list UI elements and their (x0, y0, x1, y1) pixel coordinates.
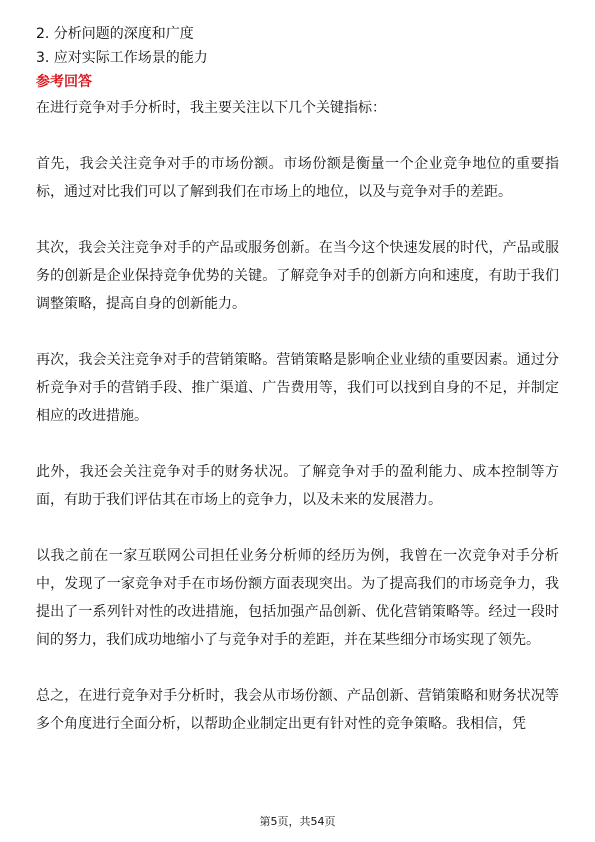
paragraph-finance: 此外，我还会关注竞争对手的财务状况。了解竞争对手的盈利能力、成本控制等方面，有助于我们评估其在市场上的竞争力，以及未来的发展潜力。 (36, 464, 559, 508)
answer-intro: 在进行竞争对手分析时，我主要关注以下几个关键指标： (36, 100, 386, 116)
criteria-item-2: 2. 分析问题的深度和广度 (36, 26, 194, 42)
paragraph-innovation: 其次，我会关注竞争对手的产品或服务创新。在当今这个快速发展的时代，产品或服务的创新是企业保持竞争优势的关键。了解竞争对手的创新方向和速度，有助于我们调整策略，提高自身的创新能力。 (36, 240, 559, 312)
paragraph-market-share: 首先，我会关注竞争对手的市场份额。市场份额是衡量一个企业竞争地位的重要指标，通过对比我们可以了解到我们在市场上的地位，以及与竞争对手的差距。 (36, 156, 559, 200)
paragraph-experience: 以我之前在一家互联网公司担任业务分析师的经历为例，我曾在一次竞争对手分析中，发现了一家竞争对手在市场份额方面表现突出。为了提高我们的市场竞争力，我提出了一系列针对性的改进措施，包括加强产品创新、优化营销策略等。经过一段时间的努力，我们成功地缩小了与竞争对手的差距，并在某些细分市场实现了领先。 (36, 548, 559, 648)
reference-answer-heading: 参考回答 (36, 74, 92, 90)
page-content (36, 22, 559, 738)
paragraph-conclusion: 总之，在进行竞争对手分析时，我会从市场份额、产品创新、营销策略和财务状况等多个角度进行全面分析，以帮助企业制定出更有针对性的竞争策略。我相信，凭 (36, 688, 559, 732)
page-number-footer: 第5页，共54页 (259, 815, 336, 828)
criteria-item-3: 3. 应对实际工作场景的能力 (36, 50, 208, 66)
paragraph-marketing: 再次，我会关注竞争对手的营销策略。营销策略是影响企业业绩的重要因素。通过分析竞争对手的营销手段、推广渠道、广告费用等，我们可以找到自身的不足，并制定相应的改进措施。 (36, 352, 559, 424)
